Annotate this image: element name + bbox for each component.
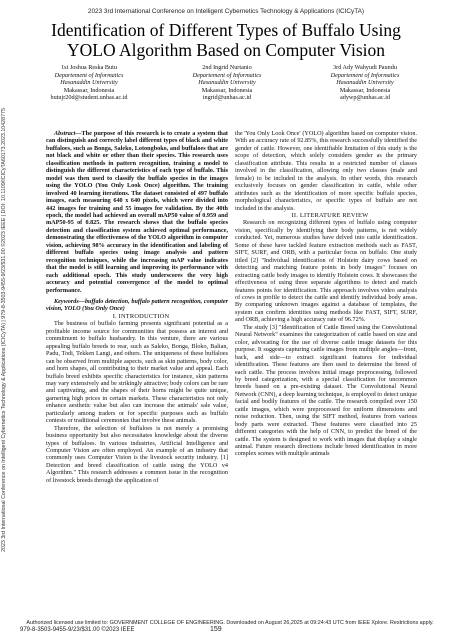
author-univ: Hasanuddin University [198,79,256,87]
license-notice: Authorized licensed use limited to: GOVERNMENT COLLEGE OF ENGINEERING. Downloaded on August 26,2025 at 09:24:43 UTC from IEEE Xplore. Restrictions apply. [26,620,434,626]
author-univ: Hasanuddin University [336,79,394,87]
author-location: Makassar, Indonesia [339,86,391,94]
abstract-body: The purpose of this research is to create a system that can distinguish and correctly label different types of black and white buffaloes, such as Bonga, Saleko, Lotongboko, and buffaloes that are not black and white or other than their species. This research uses classification methods in pattern recognition, training a model to distinguish the different characteristics of each type of buffalo. This model was then used to classify the buffalo species in the images using the YOLO (You Only Look Once) algorithm. The training involved 40 learning iterations. The dataset consisted of 497 buffalo images, each measuring 640 x 640 pixels, which were divided into 442 images for training and 55 images for validation. By the 40th epoch, the model had achieved an overall mAP50 value of 0.959 and mAP50-95 of 0.825. The research shows that the buffalo species detection and classification system achieved optimal performance, demonstrating the effectiveness of the YOLO algorithm in computer vision, achieving 98% accuracy in the identification and labeling of different buffalo species using image analysis and pattern recognition techniques, while the increasing mAP value indicates that the model is still learning and improving its performance with each additional epoch. This study underscores the very high accuracy and potential convergence of the model to optimal performance. [46,130,228,294]
author-email: butujr20d@student.unhas.ac.id [50,94,128,102]
author-dept: Departement of Informatics [330,71,400,79]
abstract-lead: Abstract— [54,130,82,137]
intro-paragraph-1: The business of buffalo farming presents significant potential as a profitable income source for communities that possess an interest and commitment to buffalo husbandry. In this venture, there are various appealing buffalo breeds to rear, such as Saleko, Bonga, Bloko, Balian, Padu, Todi, Tekken Langi, and others. The uniqueness of these buffaloes can be observed from multiple aspects, such as skin patterns, body color, and horn shapes, all contributing to their market value and appeal. Each buffalo breed exhibits specific characteristics for instance, skin patterns may vary extensively and be strikingly attractive; body colors can be rare and captivating, and the shapes of their horns might be quite unique, garnering high prices in certain markets. These characteristics not only enhance aesthetic value but also can increase the animals' sale value, particularly among traders or for specific purposes such as buffalo contests or traditional ceremonies that involve these animals. [46,320,228,425]
right-column [235,130,417,458]
author-dept: Departement of Informatics [192,71,262,79]
literature-paragraph-2: The study [3] "Identification of Cattle Breed using the Convolutional Neural Network" examines the categorization of cattle based on size and color, advocating for the use of diverse cattle image datasets for this purpose. It suggests capturing cattle images from multiple angles—front, back, and side—to extract significant features for individual identification. These features are then used to determine the breed of each cattle. The process involves initial image preprocessing, followed by breed categorization, with a special classification for uncommon breeds based on a pre-existing dataset. The Convolutional Neural Network (CNN), a deep learning technique, is employed to detect unique facial and bodily features of the cattle. The research compiled over 150 cattle images, which were preprocessed for uniform dimensions and noise reduction. Then, using the SIFT method, features from various body parts were extracted. These features were classified into 25 different categories with the help of CNN, to predict the breed of the cattle. The system is designed to work with images that display a single animal. Future research directions include breed identification in more complex scenes with multiple animals [235,323,417,458]
author-name: 3rd Ady Wahyudi Paundu [333,64,397,71]
section-heading-introduction: I. INTRODUCTION [112,312,170,320]
author-location: Makassar, Indonesia [63,86,115,94]
paper-title: Identification of Different Types of Buffalo Using YOLO Algorithm Based on Computer Vision [51,20,401,60]
author-name: 2nd Ingrid Nurtanio [202,64,252,71]
page-footer [20,620,440,633]
author-email: adywp@unhas.ac.id [339,94,391,102]
intro-paragraph-2: Therefore, the selection of buffaloes is not merely a promising business opportunity but also necessitates knowledge about the diverse types of buffaloes. In various industries, Artificial Intelligence and Computer Vision are often employed. An example of an industry that commonly uses Computer Vision is the livestock security industry. [1] Detection and breed classification of cattle using the YOLO v4 Algorithm." This research addresses a common issue in the recognition of livestock breeds through the application of [46,424,228,484]
left-column [46,130,228,484]
continued-paragraph: the 'You Only Look Once' (YOLO) algorithm based on computer vision. With an accuracy rate of 92.85%, this research successfully identified the gender of cattle. However, one identifiable limitation of this study is the scope of detection, which solely considers gender as the primary classification attribute. This results in a restricted number of classes involved in the classification, allowing only two classes (male and female) to be included in the analysis. In other words, this research exclusively focuses on gender classification in cattle, while other attributes such as the identification of more specific buffalo species, morphological characteristics, or specific types of buffalo are not included in the analysis. [235,130,417,212]
conference-header: 2023 3rd International Conference on Intelligent Cybernetics Technology & Applications (ICICyTA) [87,8,365,15]
section-heading-literature-review: II. LITERATURE REVIEW [291,211,369,219]
abstract [46,130,228,294]
doi-sidebar [1,40,11,620]
literature-paragraph-1: Research on recognizing different types of buffalo using computer vision, specifically by identifying their body patterns, is not widely conducted. Yet, numerous studies have delved into cattle identification. Some of these have tackled feature extraction methods such as FAST, SIFT, SURF, and ORB, with a particular focus on buffalo. One study titled [2] "Individual identification of Holstein dairy cows based on detecting and matching feature points in body images" focuses on extracting cattle body images to identify Holstein cows. It showcases the effectiveness of using three separate algorithms to detect and match features points for identification. This approach involves video analysis of cows in profile to detect the cattle and identify individual body areas. By comparing unknown images against a database of templates, the system can confirm identities using methods like FAST, SIFT, SURF, and ORB, achieving a high accuracy rate of 96.72%. [235,219,417,324]
author-1 [22,64,156,102]
author-name: 1st Joshua Reska Butu [61,64,117,71]
page-number: 159 [210,626,222,633]
isbn-line: 979-8-3503-9455-9/23/$31.00 ©2023 IEEE [20,627,135,633]
author-3 [298,64,432,102]
author-2 [160,64,294,102]
keywords: Keywords—buffalo detection, buffalo pattern recognition, computer vision, YOLO (You Only Once) [46,297,228,313]
author-email: ingrid@unhas.ac.id [202,94,252,102]
doi-sidebar-text: 2023 3rd International Conference on Intelligent Cybernetics Technology & Applications (ICICyTA) | 979-8-3503-9455-9/23/$31.00 ©2023 IEEE | DOI: 10.1109/ICICyTA60173.2023.10428775 [1,108,7,552]
author-location: Makassar, Indonesia [201,86,253,94]
author-dept: Departement of Informatics [54,71,124,79]
author-univ: Hasanuddin University [60,79,118,87]
